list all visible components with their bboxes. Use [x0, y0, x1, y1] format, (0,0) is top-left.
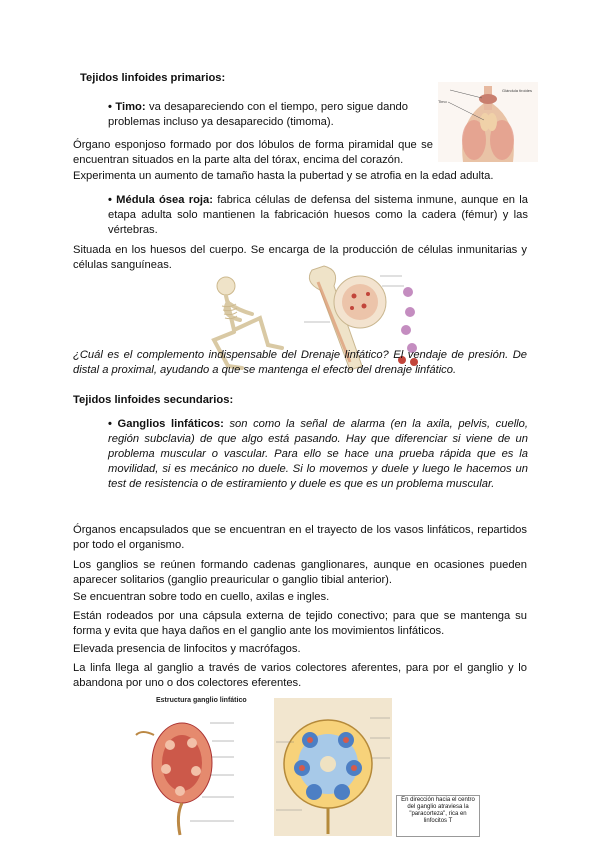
ganglios-item — [108, 417, 528, 492]
medula-item — [108, 193, 528, 238]
timo-term: • Timo: — [108, 101, 146, 113]
ganglios-paragraph-5: Elevada presencia de linfocitos y macrófagos. — [73, 643, 301, 655]
medula-text: fabrica células de defensa del sistema inmune, aunque en la etapa adulta solo mantienen la fabricación huesos como la cadera (fémur) y las vértebras. — [108, 194, 528, 236]
lymph-node-structure-title: Estructura ganglio linfático — [156, 697, 247, 704]
ganglios-text: son como la señal de alarma (en la axila, pelvis, cuello, región subclavia) de que algo está pasando. Hay que diferenciar si viene de un problema muscular o vascular. Para ello se hace una prueba rápida que es la movilidad, si es mecánico no duele. Si lo movemos y duele y luego le hacemos un test de resistencia o de estiramiento y duele es que es un problema muscular. — [108, 418, 528, 490]
ganglios-paragraph-1: Órganos encapsulados que se encuentran en el trayecto de los vasos linfáticos, repartidos por todo el organismo. — [73, 524, 527, 551]
lymph-node-section-figure — [274, 698, 392, 836]
ganglios-paragraph-2: Los ganglios se reúnen formando cadenas ganglionares, aunque en ocasiones pueden aparecer solitarios (ganglio preauricular o ganglio tibial anterior). — [73, 559, 527, 586]
lymph-node-structure-figure — [130, 695, 270, 840]
medula-term: • Médula ósea roja: — [108, 194, 213, 206]
ganglios-term: • Ganglios linfáticos: — [108, 418, 224, 430]
lymph-node-note — [396, 795, 480, 837]
medula-paragraph: Situada en los huesos del cuerpo. Se encarga de la producción de células inmunitarias y células sanguíneas. — [73, 244, 527, 271]
section-heading-secondary: Tejidos linfoides secundarios: — [73, 394, 234, 406]
ganglios-paragraph-3: Se encuentran sobre todo en cuello, axilas e ingles. — [73, 591, 330, 603]
timo-item — [108, 100, 408, 130]
ganglios-paragraph-4: Están rodeados por una cápsula externa de tejido conectivo; para que se mantenga su forma y evita que haya daños en el ganglio ante los movimientos linfáticos. — [73, 610, 527, 637]
section-heading-primary: Tejidos linfoides primarios: — [80, 72, 226, 84]
ganglios-paragraph-6: La linfa llega al ganglio a través de varios colectores aferentes, para por el ganglio y lo abandona por uno o dos colectores eferentes. — [73, 662, 527, 689]
thyroid-label: Glándula tiroides — [502, 88, 533, 93]
thymus-figure — [438, 82, 538, 162]
lymph-node-note-text: En dirección hacia el centro del ganglio atraviesa la "paracorteza", rica en linfocitos T — [401, 797, 475, 824]
question-paragraph: ¿Cuál es el complemento indispensable del Drenaje linfático? El vendaje de presión. De distal a proximal, ayudando a que se mantenga el efecto del drenaje linfático. — [73, 349, 527, 376]
timo-paragraph-2: Experimenta un aumento de tamaño hasta la pubertad y se atrofia en la edad adulta. — [73, 170, 494, 182]
timo-text: va desapareciendo con el tiempo, pero sigue dando problemas incluso ya desaparecido (timoma). — [108, 101, 408, 128]
thymus-label: Timo — [438, 99, 447, 104]
timo-paragraph-1: Órgano esponjoso formado por dos lóbulos de forma piramidal que se encuentran situados en la parte alta del tórax, encima del corazón. — [73, 139, 433, 166]
